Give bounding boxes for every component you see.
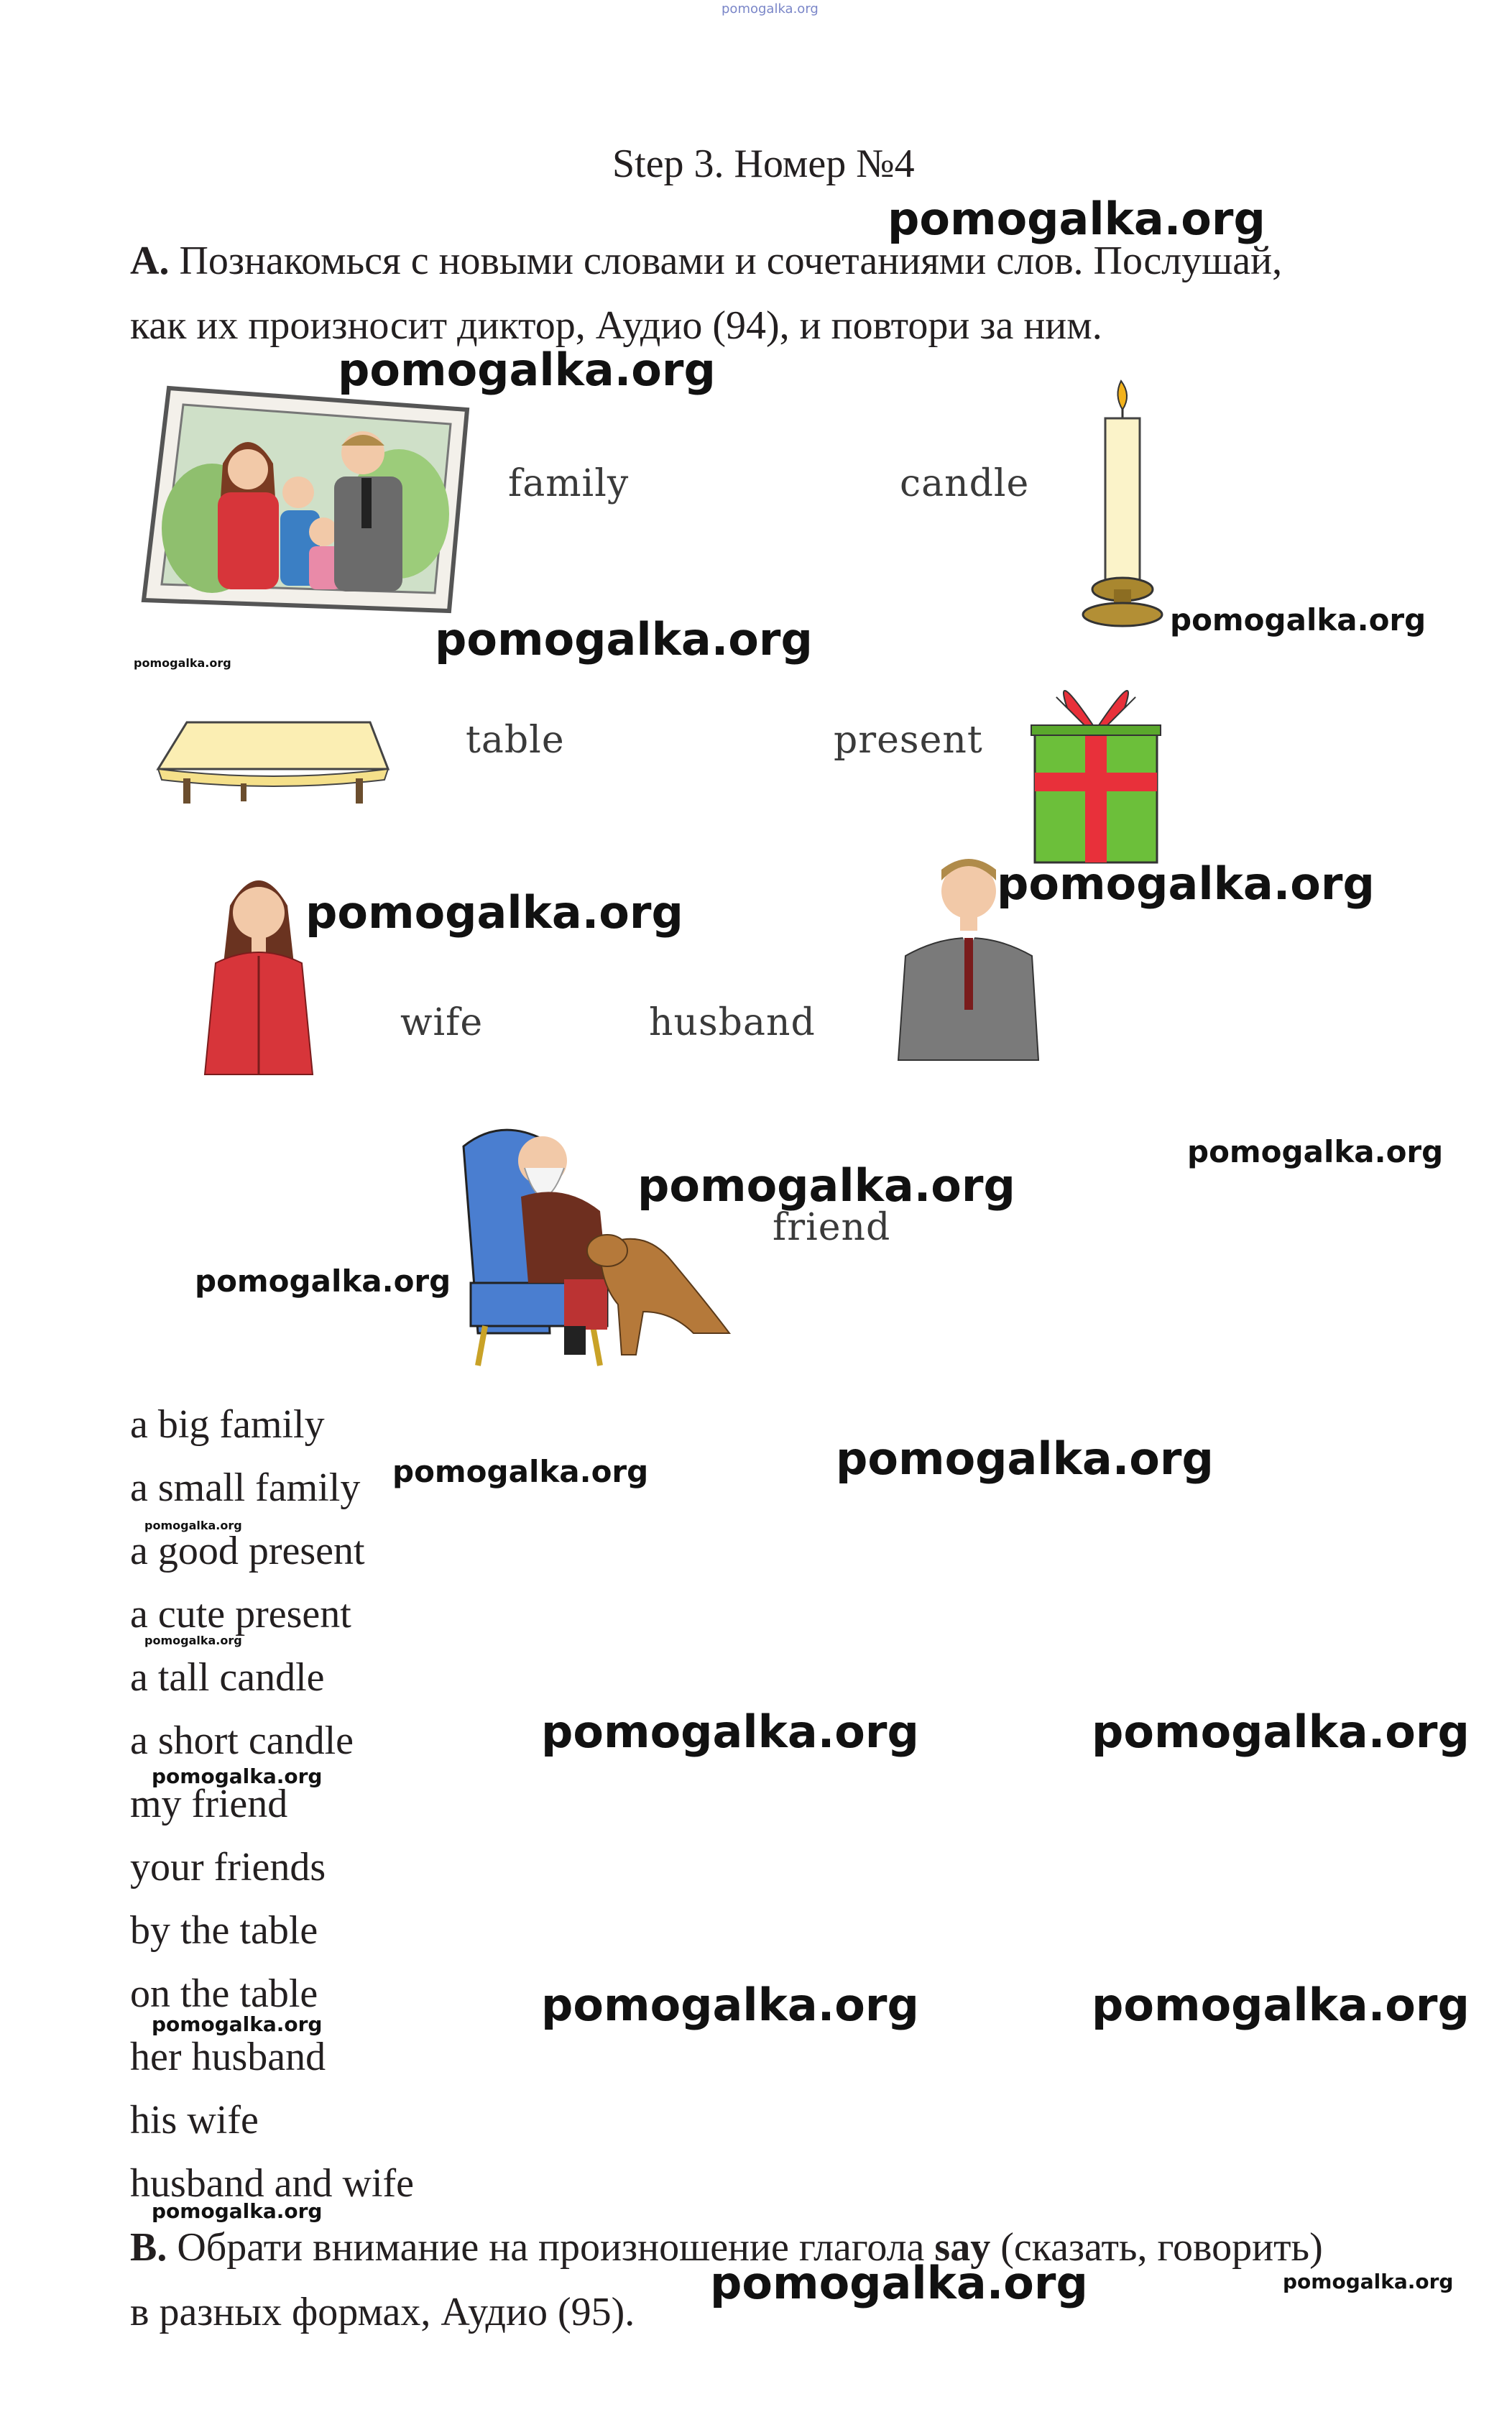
watermark: pomogalka.org [305, 886, 683, 939]
watermark: pomogalka.org [134, 656, 231, 670]
table-image [155, 715, 392, 809]
watermark: pomogalka.org [997, 857, 1375, 910]
watermark: pomogalka.org [1092, 1979, 1470, 2031]
phrase-item: his wife [130, 2098, 259, 2142]
section-b-text-before: Обрати внимание на произношение глагола [177, 2225, 935, 2270]
watermark: pomogalka.org [435, 613, 813, 666]
page-title: Step 3. Номер №4 [612, 142, 915, 186]
phrase-item: a cute present [130, 1592, 351, 1637]
section-a-letter: A. [130, 239, 170, 283]
word-wife: wife [400, 1001, 484, 1044]
phrase-item: a short candle [130, 1718, 354, 1763]
word-friend: friend [773, 1206, 891, 1249]
watermark: pomogalka.org [152, 2012, 323, 2036]
word-present: present [834, 719, 983, 762]
section-b-line2: в разных формах, Аудио (95). [130, 2290, 635, 2334]
friend-image [456, 1118, 744, 1373]
phrase-item: husband and wife [130, 2161, 415, 2206]
section-b-verb: say [934, 2225, 991, 2270]
phrase-item: on the table [130, 1971, 318, 2016]
site-tag[interactable]: pomogalka.org [722, 1, 819, 17]
watermark: pomogalka.org [541, 1706, 919, 1758]
wife-image [198, 862, 320, 1078]
watermark: pomogalka.org [1170, 602, 1426, 637]
watermark: pomogalka.org [836, 1432, 1214, 1485]
watermark: pomogalka.org [152, 1764, 323, 1788]
word-family: family [508, 462, 630, 505]
family-photo-image [140, 385, 471, 614]
watermark: pomogalka.org [637, 1159, 1015, 1212]
word-husband: husband [649, 1001, 816, 1044]
phrase-item: your friends [130, 1845, 326, 1889]
phrase-item: my friend [130, 1782, 288, 1826]
watermark: pomogalka.org [152, 2199, 323, 2223]
watermark: pomogalka.org [338, 344, 716, 396]
word-table: table [466, 719, 565, 762]
present-image [1024, 650, 1168, 870]
phrase-item: a good present [130, 1529, 365, 1573]
phrase-item: her husband [130, 2035, 326, 2079]
watermark: pomogalka.org [710, 2257, 1088, 2309]
watermark: pomogalka.org [1283, 2270, 1454, 2293]
watermark: pomogalka.org [888, 193, 1266, 245]
section-b-letter: B. [130, 2225, 167, 2270]
watermark: pomogalka.org [144, 1519, 242, 1532]
phrase-item: by the table [130, 1908, 318, 1953]
word-candle: candle [900, 462, 1030, 505]
watermark: pomogalka.org [144, 1634, 242, 1647]
section-b-text-after: (сказать, говорить) [990, 2225, 1323, 2270]
candle-image [1078, 374, 1171, 632]
watermark: pomogalka.org [392, 1454, 649, 1489]
section-a-text1: Познакомься с новыми словами и сочетаниями слов. Послушай, [179, 239, 1283, 283]
phrase-item: a big family [130, 1402, 325, 1447]
section-a-line2: как их произносит диктор, Аудио (94), и повтори за ним. [130, 303, 1102, 348]
watermark: pomogalka.org [195, 1263, 451, 1299]
phrase-item: a small family [130, 1465, 361, 1510]
watermark: pomogalka.org [1092, 1706, 1470, 1758]
phrase-item: a tall candle [130, 1655, 325, 1700]
watermark: pomogalka.org [541, 1979, 919, 2031]
watermark: pomogalka.org [1187, 1134, 1444, 1169]
